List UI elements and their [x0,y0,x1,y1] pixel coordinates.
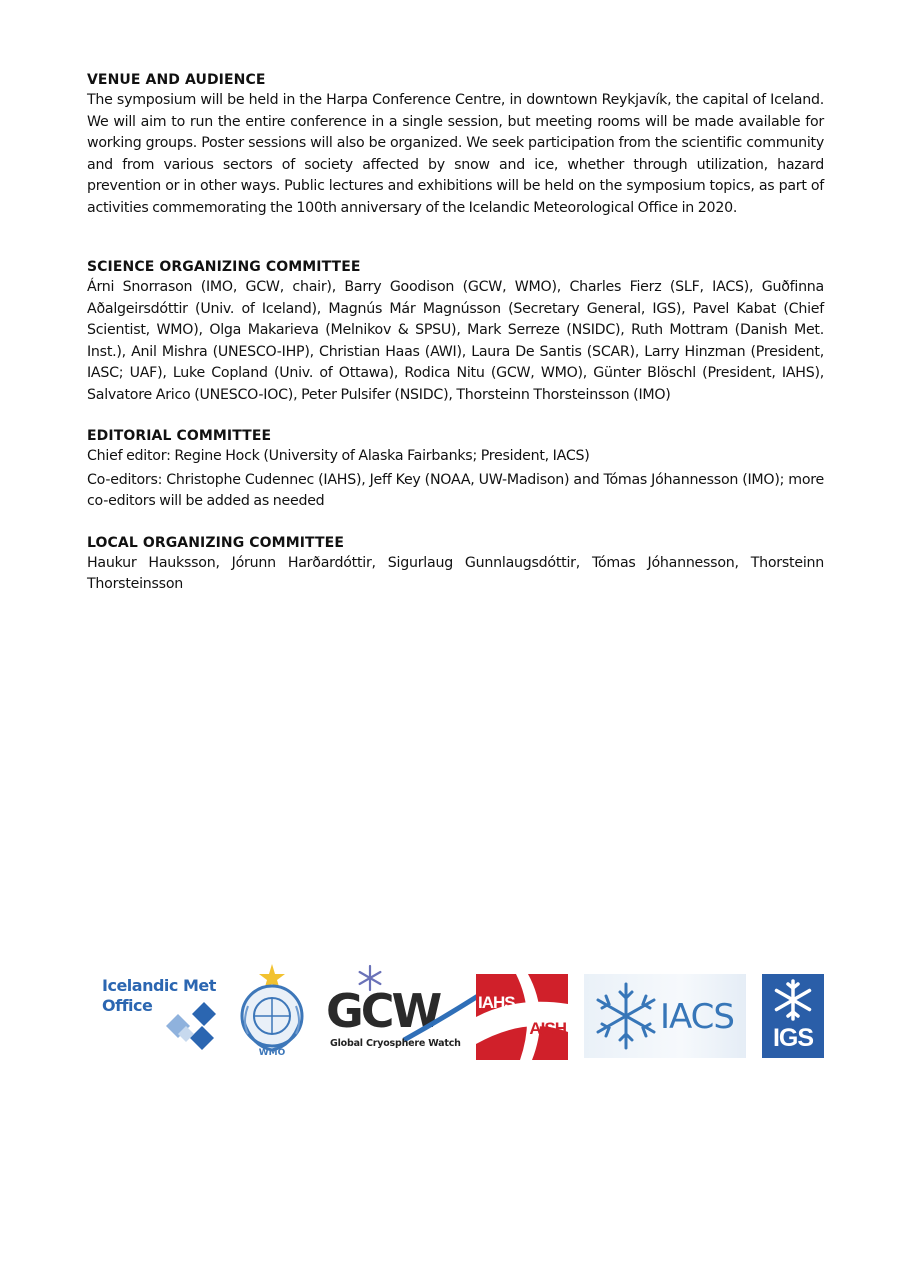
iacs-snowflake-icon [590,980,662,1052]
imo-name-line2: Office [102,996,153,1015]
venue-text: The symposium will be held in the Harpa Conference Centre, in downtown Reykjavík, the capital of Iceland. We will aim to run the entire conference in a single session, but meeting rooms will be made available for working groups. Poster sessions will also be organized. We seek participation from the scientific community and from various sectors of society affected by snow and ice, whether through utilization, hazard prevention or in other ways. Public lectures and exhibitions will be held on the symposium topics, as part of activities commemorating the 100th anniversary of the Icelandic Meteorological Office in 2020. [87,92,824,216]
wmo-label: WMO [258,1048,286,1058]
wmo-emblem-icon [232,962,312,1062]
iahs-emblem-icon [476,974,568,1060]
science-committee-section [87,257,824,406]
igs-logo [762,974,824,1058]
wmo-logo [232,962,312,1062]
venue-section [87,70,824,219]
document-body [87,70,824,616]
iahs-logo [476,974,568,1060]
science-committee-heading: SCIENCE ORGANIZING COMMITTEE [87,259,361,275]
science-committee-members: Árni Snorrason (IMO, GCW, chair), Barry Goodison (GCW, WMO), Charles Fierz (SLF, IACS), Guðfinna Aðalgeirsdóttir (Univ. of Iceland), Magnús Már Magnússon (Secretary General, IGS), Pavel Kabat (Chief Scientist, WMO), Olga Makarieva (Melnikov & SPSU), Mark Serreze (NSIDC), Ruth Mottram (Danish Met. Inst.), Anil Mishra (UNESCO-IHP), Christian Haas (AWI), Laura De Santis (SCAR), Larry Hinzman (President, IASC; UAF), Luke Copland (Univ. of Ottawa), Rodica Nitu (GCW, WMO), Günter Blöschl (President, IAHS), Salvatore Arico (UNESCO-IOC), Peter Pulsifer (NSIDC), Thorsteinn Thorsteinsson (IMO) [87,279,824,403]
gcw-swoosh-icon [400,990,480,1042]
gcw-wordmark: GCW [326,984,440,1038]
iacs-wordmark: IACS [659,997,734,1037]
imo-logo [100,962,222,1062]
iacs-logo [584,974,746,1058]
local-committee-heading: LOCAL ORGANIZING COMMITTEE [87,534,344,551]
venue-heading: VENUE AND AUDIENCE [87,72,266,88]
imo-name-line1: Icelandic Met [102,976,216,995]
igs-wordmark: IGS [772,1024,814,1052]
local-committee-section [87,533,824,596]
local-committee-members: Haukur Hauksson, Jórunn Harðardóttir, Sigurlaug Gunnlaugsdóttir, Tómas Jóhannesson, Thorsteinn Thorsteinsson [87,554,824,592]
co-editors: Co-editors: Christophe Cudennec (IAHS), Jeff Key (NOAA, UW-Madison) and Tómas Jóhannesson (IMO); more co-editors will be added as needed [87,471,824,509]
partner-logos [100,962,825,1062]
iahs-text: IAHS [478,993,515,1012]
chief-editor: Chief editor: Regine Hock (University of Alaska Fairbanks; President, IACS) [87,448,590,464]
editorial-committee-section [87,426,824,513]
aish-text: AISH [529,1019,566,1038]
gcw-subtitle: Global Cryosphere Watch [330,1038,461,1049]
imo-arrows-icon [160,1000,222,1050]
editorial-committee-heading: EDITORIAL COMMITTEE [87,428,272,444]
igs-snowflake-icon [773,978,813,1022]
